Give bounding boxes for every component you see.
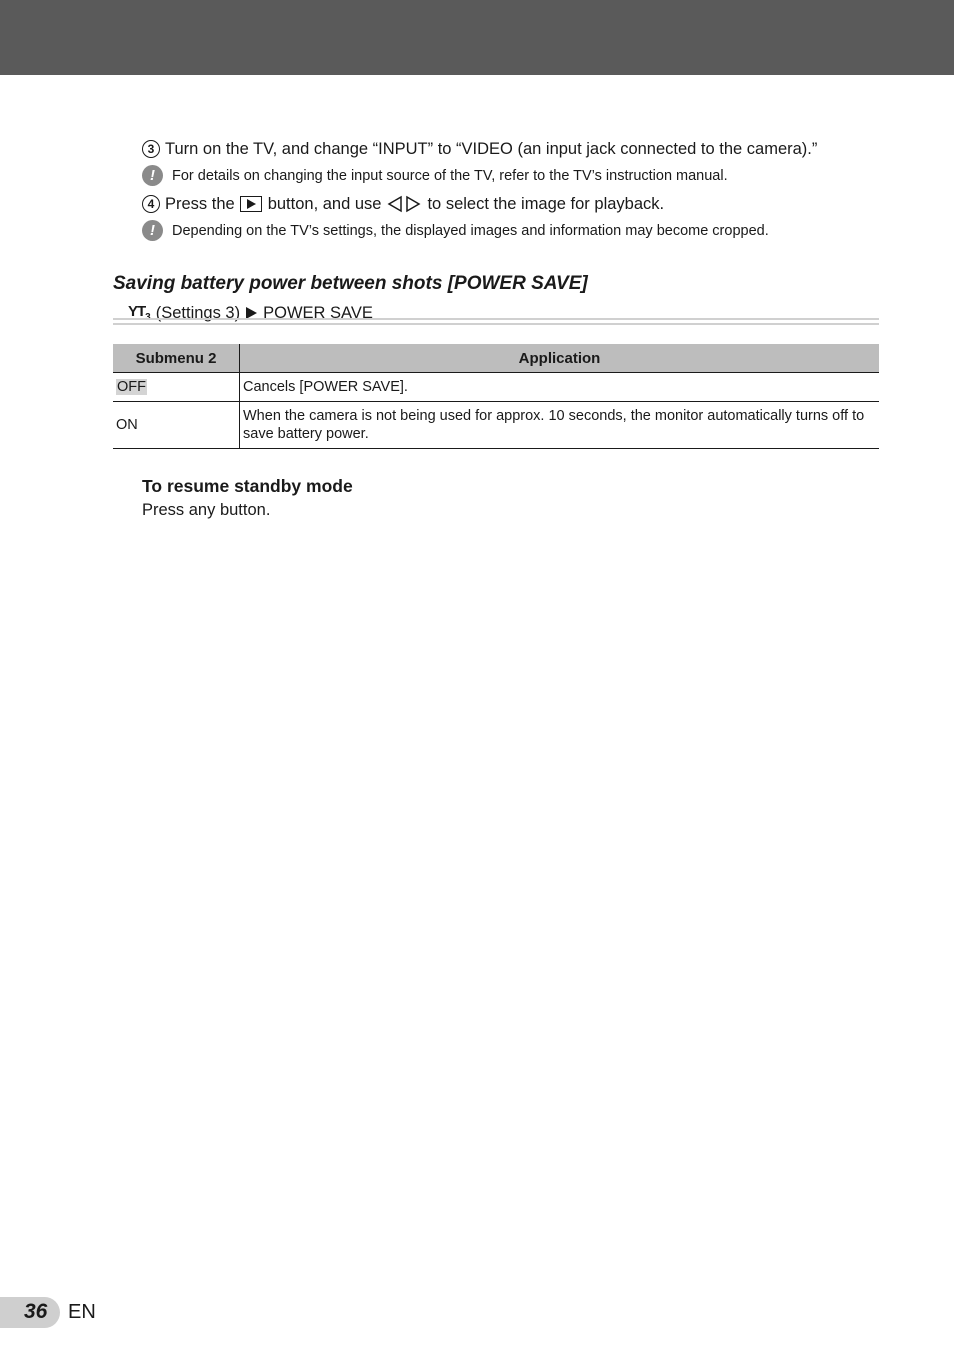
step-text-post: to select the image for playback. xyxy=(427,195,665,213)
step-4 xyxy=(142,194,664,214)
step-text-mid: button, and use xyxy=(267,195,382,213)
header-application: Application xyxy=(240,344,880,373)
table-row xyxy=(113,373,879,402)
submenu-value: OFF xyxy=(117,379,146,395)
application-cell: Cancels [POWER SAVE]. xyxy=(240,373,880,402)
table-header-row xyxy=(113,344,879,373)
submenu-cell xyxy=(113,373,240,402)
header-submenu: Submenu 2 xyxy=(113,344,240,373)
note-text: For details on changing the input source of the TV, refer to the TV’s instruction manual. xyxy=(172,167,728,184)
submenu-value: ON xyxy=(116,417,138,433)
submenu-cell xyxy=(113,402,240,449)
caution-note xyxy=(142,165,728,186)
caution-icon: ! xyxy=(142,220,163,241)
header-band xyxy=(0,0,954,75)
step-text: Turn on the TV, and change “INPUT” to “VIDEO (an input jack connected to the camera).” xyxy=(165,140,818,158)
page-language: EN xyxy=(68,1301,96,1323)
step-text-pre: Press the xyxy=(165,195,235,213)
caution-icon: ! xyxy=(142,165,163,186)
page-number: 36 xyxy=(24,1300,48,1323)
menu-path-settings: (Settings 3) xyxy=(155,303,241,322)
settings-3-icon: $YT_3$ xyxy=(128,303,150,323)
resume-heading: To resume standby mode xyxy=(142,476,353,496)
note-text: Depending on the TV’s settings, the displayed images and information may become cropped. xyxy=(172,222,769,239)
resume-text: Press any button. xyxy=(142,501,271,519)
play-button-icon xyxy=(240,196,262,212)
caution-note xyxy=(142,220,769,241)
step-number: 4 xyxy=(142,195,160,213)
step-number: 3 xyxy=(142,140,160,158)
menu-path-item: POWER SAVE xyxy=(263,303,373,322)
step-3 xyxy=(142,139,817,159)
table-row xyxy=(113,402,879,449)
section-title: Saving battery power between shots [POWER SAVE] xyxy=(113,273,588,294)
submenu-table xyxy=(113,344,879,449)
left-right-arrow-icon xyxy=(387,195,421,213)
application-cell: When the camera is not being used for approx. 10 seconds, the monitor automatically turns off to save battery power. xyxy=(240,402,880,449)
divider xyxy=(113,318,879,325)
